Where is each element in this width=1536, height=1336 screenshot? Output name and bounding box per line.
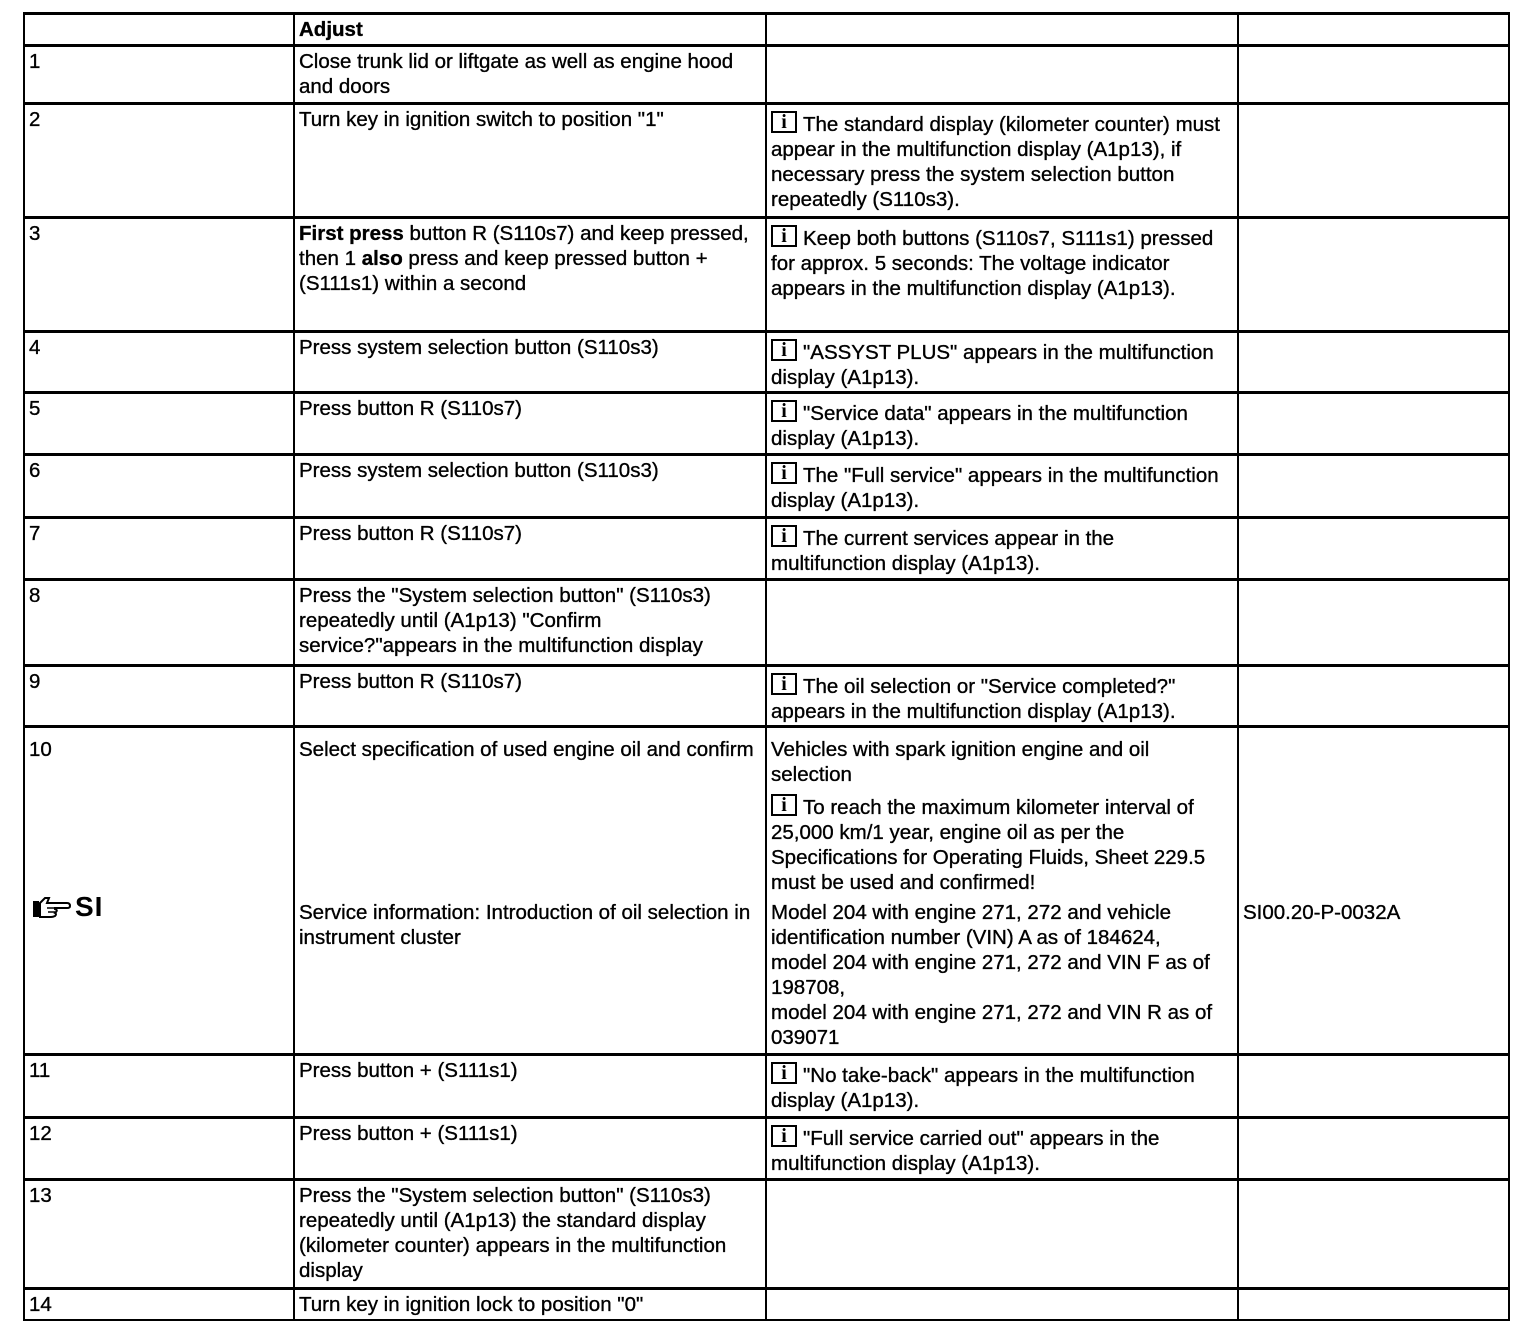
step-ref [1238,218,1509,332]
info-icon: i [771,225,797,247]
step-number: 11 [24,1055,294,1118]
table-row [24,1289,1509,1320]
step-action: Turn key in ignition switch to position "1" [294,104,766,218]
step-action: Press the "System selection button" (S110s3) repeatedly until (A1p13) the standard display (kilometer counter) appears in the multifunction display [294,1180,766,1289]
step-number: 7 [24,518,294,580]
note-model-2: model 204 with engine 271, 272 and VIN F as of 198708, [771,951,1210,999]
info-icon: i [771,111,797,133]
step-ref [1238,580,1509,666]
step-note [766,1180,1238,1289]
header-cell-ref [1238,14,1509,46]
info-icon: i [771,525,797,547]
step-ref [1238,518,1509,580]
step-action: Press button + (S111s1) [294,1118,766,1180]
table-row [24,518,1509,580]
step-note [766,46,1238,104]
step-ref [1238,455,1509,518]
step-action: First press button R (S110s7) and keep pressed, then 1 also press and keep pressed button + (S111s1) within a second [294,218,766,332]
table-row [24,1180,1509,1289]
step-note: i "Full service carried out" appears in the multifunction display (A1p13). [766,1118,1238,1180]
si-badge [31,891,104,922]
step-number: 1 [24,46,294,104]
header-cell-adjust: Adjust [294,14,766,46]
step-note: i The oil selection or "Service completed?" appears in the multifunction display (A1p13). [766,666,1238,727]
step-number: 14 [24,1289,294,1320]
step-action: Turn key in ignition lock to position "0" [294,1289,766,1320]
step-note: i The current services appear in the multifunction display (A1p13). [766,518,1238,580]
step-action: Press button + (S111s1) [294,1055,766,1118]
header-cell-note [766,14,1238,46]
step-note: i The standard display (kilometer counter) must appear in the multifunction display (A1p13), if necessary press the system selection button repeatedly (S110s3). [766,104,1238,218]
step-note [766,580,1238,666]
step-note: i "ASSYST PLUS" appears in the multifunction display (A1p13). [766,332,1238,393]
table-row [24,1118,1509,1180]
table-row [24,1055,1509,1118]
step-ref [1238,727,1509,1055]
table-row [24,393,1509,455]
note-heading: Vehicles with spark ignition engine and oil selection [771,738,1150,786]
step-action: Close trunk lid or liftgate as well as engine hood and doors [294,46,766,104]
table-row [24,455,1509,518]
step-ref [1238,1180,1509,1289]
si-reference-link[interactable]: SI00.20-P-0032A [1243,901,1401,924]
step-number: 5 [24,393,294,455]
table-row [24,104,1509,218]
table-row [24,580,1509,666]
step-number: 4 [24,332,294,393]
step-action: Press the "System selection button" (S110s3) repeatedly until (A1p13) "Confirm service?"appears in the multifunction display [294,580,766,666]
step-number: 12 [24,1118,294,1180]
step-action: Press button R (S110s7) [294,393,766,455]
table-row [24,332,1509,393]
step-action: Press button R (S110s7) [294,666,766,727]
table-row [24,727,1509,1055]
step-ref [1238,332,1509,393]
step-number: 2 [24,104,294,218]
step-ref [1238,1055,1509,1118]
step-number-text: 10 [29,738,52,761]
step-ref [1238,1118,1509,1180]
step-number: 6 [24,455,294,518]
step-action: Press button R (S110s7) [294,518,766,580]
step-number: 3 [24,218,294,332]
info-icon: i [771,673,797,695]
table-header-row [24,14,1509,46]
step-ref [1238,1289,1509,1320]
note-model-1: Model 204 with engine 271, 272 and vehicle identification number (VIN) A as of 184624, [771,901,1172,949]
info-icon: i [771,339,797,361]
service-information-link[interactable]: Service information: Introduction of oil selection in instrument cluster [299,901,751,949]
step-ref [1238,393,1509,455]
pointing-hand-icon [31,895,71,919]
step-action [294,727,766,1055]
step-number: 13 [24,1180,294,1289]
procedure-table [23,12,1510,1321]
step-ref [1238,104,1509,218]
step-note: i The "Full service" appears in the multifunction display (A1p13). [766,455,1238,518]
step-note [766,1289,1238,1320]
step-note: i "No take-back" appears in the multifunction display (A1p13). [766,1055,1238,1118]
step-note: i "Service data" appears in the multifunction display (A1p13). [766,393,1238,455]
note-model-3: model 204 with engine 271, 272 and VIN R as of 039071 [771,1001,1213,1049]
table-row [24,666,1509,727]
table-row [24,218,1509,332]
step-action-text: Select specification of used engine oil and confirm [299,738,754,761]
header-cell-step [24,14,294,46]
step-ref [1238,666,1509,727]
info-icon: i [771,462,797,484]
info-icon: i [771,794,797,816]
info-icon: i [771,1062,797,1084]
step-number: 9 [24,666,294,727]
table-row [24,46,1509,104]
step-action: Press system selection button (S110s3) [294,332,766,393]
step-number [24,727,294,1055]
si-label: SI [75,891,104,922]
step-ref [1238,46,1509,104]
info-icon: i [771,400,797,422]
step-note: Vehicles with spark ignition engine and oil selection i To reach the maximum kilometer interval of 25,000 km/1 year, engine oil as per the Specifications for Operating Fluids, Sheet 229.5 must be used and confirmed! Model 204 with engine 271, 272 and vehicle identification number (VIN) A as of 184624, model 204 with engine 271, 272 and VIN F as of 198708, model 204 with engine 271, 272 and VIN R as of 039071 [766,727,1238,1055]
step-note: i Keep both buttons (S110s7, S111s1) pressed for approx. 5 seconds: The voltage indicator appears in the multifunction display (A1p13). [766,218,1238,332]
step-action: Press system selection button (S110s3) [294,455,766,518]
step-number: 8 [24,580,294,666]
info-icon: i [771,1125,797,1147]
